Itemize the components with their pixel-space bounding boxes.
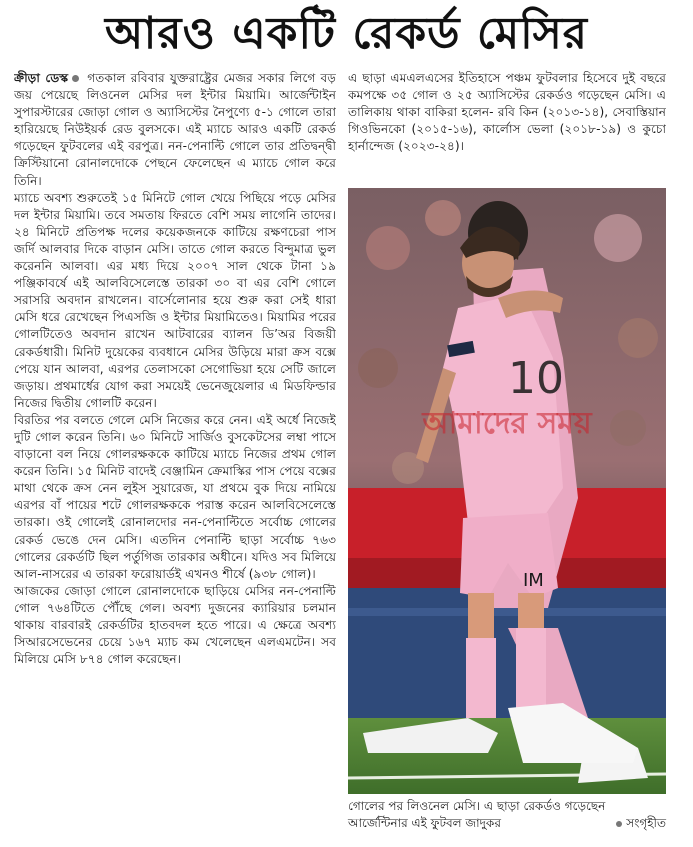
- article-paragraph-right: এ ছাড়া এমএলএসের ইতিহাসে পঞ্চম ফুটবলার হিসেবে দুই বছরে কমপক্ষে ৩৫ গোল ও ২৫ অ্যাসিস্টের রেকর্ডও গড়েছেন মেসি। এ তালিকায় থাকা বাকিরা হলেন- রবি কিন (২০১৩-১৪), সেবাস্তিয়ান গিওভিনকো (২০১৫-১৬), কার্লোস ভেলা (২০১৮-১৯) ও কুচো হার্নান্দেজ (২০২৩-২৪)।: [348, 71, 666, 154]
- article-paragraph-3: বিরতির পর বলতে গেলে মেসি নিজের করে নেন। এই অর্ধে নিজেই দুটি গোল করেন তিনি। ৬০ মিনিটে সার্জিও বুসকেটসের লম্বা পাসে বাড়ানো বল নিয়ে গোলরক্ষককে কাটিয়ে ম্যাচে নিজের প্রথম গোল করেন তিনি। ১৫ মিনিট বাদেই বেঞ্জামিন ক্রেমাস্কির পাস পেয়ে বক্সের মাথা থেকে ক্রস নেন লুইস সুয়ারেজ, যা প্রথমে বুক দিয়ে নামিয়ে এরপর বাঁ পায়ের শটে গোলরক্ষককে পরাস্ত করেন আলবিসেলেস্তে তারকা। ওই গোলেই রোনালদোর নন-পেনাল্টিতে সর্বোচ্চ গোলের রেকর্ড ভেঙে দেন মেসি। এতদিন পেনাল্টি ছাড়া সর্বোচ্চ ৭৬৩ গোলের রেকর্ডটি ছিল পর্তুগিজ তারকার অধীনে। যদিও সব মিলিয়ে আল-নাসরের এ তারকা ফরোয়ার্ডই এখনও শীর্ষে (৯৩৮ গোল)।: [14, 412, 336, 581]
- jersey-number: 10: [508, 353, 564, 404]
- news-photo: [348, 188, 666, 794]
- newspaper-watermark: আমাদের সময়: [422, 406, 592, 441]
- credit-text: সংগৃহীত: [626, 816, 666, 830]
- paragraph-text: গতকাল রবিবার যুক্তরাষ্ট্রের মেজর সকার লিগে বড় জয় পেয়েছে লিওনেল মেসির দল ইন্টার মিয়ামি। আর্জেন্টাইন সুপারস্টারের জোড়া গোল ও অ্যাসিস্টের নৈপুণ্যে ৫-১ গোলে তারা হারিয়েছে নিউইয়র্ক রেড বুলসকে। এই ম্যাচে আরও একটি রেকর্ড গড়েছেন ফুটবলের এই বরপুত্র। নন-পেনাল্টি গোলে তার প্রতিদ্বন্দ্বী ক্রিস্টিয়ানো রোনালদোকে পেছনে ফেলেছেন এ ম্যাচে গোল করে তিনি।: [14, 71, 336, 188]
- messi-celebration-photo: [348, 188, 666, 794]
- caption-line-2: [348, 815, 666, 832]
- photo-credit: [616, 815, 666, 832]
- caption-text-2: আর্জেন্টিনার এই ফুটবল জাদুকর: [348, 816, 501, 830]
- caption-line-1: গোলের পর লিওনেল মেসি। এ ছাড়া রেকর্ডও গড়েছেন: [348, 799, 606, 813]
- headline: আরও একটি রেকর্ড মেসির: [104, 8, 589, 59]
- article-left-column: [14, 70, 336, 838]
- dateline: ক্রীড়া ডেস্ক: [14, 71, 69, 85]
- credit-dot-icon: [616, 821, 622, 827]
- shorts-logo: IM: [523, 570, 544, 591]
- article-paragraph-1: [14, 70, 336, 190]
- photo-caption: [348, 798, 666, 832]
- dateline-dot-icon: [72, 75, 79, 82]
- article-right-column: [348, 70, 666, 830]
- article-paragraph-4: আজকের জোড়া গোলে রোনালদোকে ছাড়িয়ে মেসির নন-পেনাল্টি গোল ৭৬৪টিতে পৌঁছে গেল। অবশ্য দুজনের ক্যারিয়ার চলমান থাকায় বারবারই রেকর্ডটির হাতবদল হতে পারে। এ ক্ষেত্রে অবশ্য সিআরসেভেনের চেয়ে ১৬৭ ম্যাচ কম খেলেছেন এলএমটেন। সব মিলিয়ে মেসি ৮৭৪ গোল করেছেন।: [14, 583, 336, 667]
- article-paragraph-2: ম্যাচে অবশ্য শুরুতেই ১৫ মিনিটে গোল খেয়ে পিছিয়ে পড়ে মেসির দল ইন্টার মিয়ামি। তবে সমতায় ফিরতে বেশি সময় লাগেনি তাদের। ২৪ মিনিটে প্রতিপক্ষ দলের কয়েকজনকে কাটিয়ে রক্ষণচেরা পাস জর্দি আলবার দিকে বাড়ান মেসি। তাতে গোল করতে বিন্দুমাত্র ভুল করেননি আলবা। এর মধ্য দিয়ে ২০০৭ সাল থেকে টানা ১৯ পঞ্জিকাবর্ষে এই আলবিসেলেস্তে তারকা ৩০ বা এর বেশি গোলে সরাসরি অবদান রাখলেন। বার্সেলোনার হয়ে শুরু করা সেই ধারা মেসি ধরে রেখেছেন পিএসজি ও ইন্টার মিয়ামিতেও। মিয়ামির পরের গোলটিতেও অবদান রাখেন আটবারের ব্যালন ডি’অর বিজয়ী রেকর্ডধারী। মিনিট দুয়েকের ব্যবধানে মেসির উড়িয়ে মারা ক্রস বক্সে পেয়ে যান আলবা, এরপর তেলাসকো সেগোভিয়া হয়ে সেটি জালে জড়ায়। প্রথমার্ধের যোগ করা সময়েই ভেনেজুয়েলার এ মিডফিল্ডার নিজের দ্বিতীয় গোলটি করেন।: [14, 190, 336, 410]
